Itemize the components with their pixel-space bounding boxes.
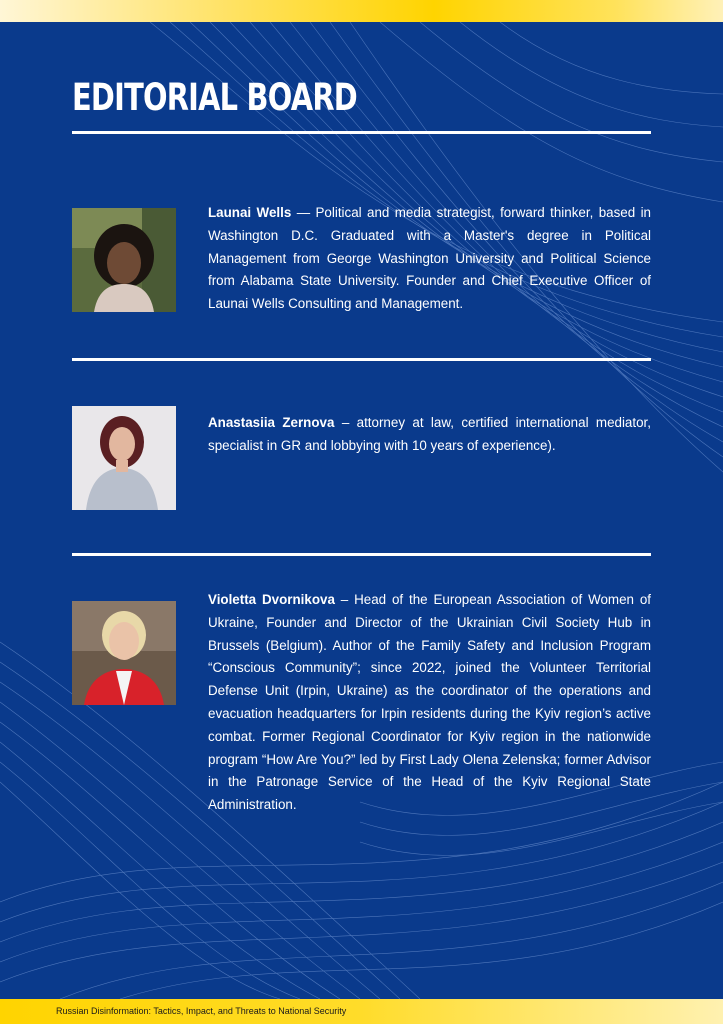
- member-bio-text: – Head of the European Association of Women of Ukraine, Founder and Director of the Ukrainian Civil Society Hub in Brussels (Belgium). Author of the Family Safety and Inclusion Program “Conscious Community”; since 2022, joined the Volunteer Territorial Defense Unit (Irpin, Ukraine) as the coordinator of the operations and evacuation headquarters for Irpin residents during the Kyiv region’s active combat. Former Regional Coordinator for Kyiv region in the nationwide program “How Are You?” led by First Lady Olena Zelenska; former Advisor in the Patronage Service of the Head of the Kyiv Regional State Administration.: [208, 592, 651, 813]
- decorative-wave-lines: [0, 22, 723, 999]
- portrait-violetta-dvornikova: [72, 601, 176, 705]
- member-name: Anastasiia Zernova: [208, 415, 335, 430]
- footer-document-title: Russian Disinformation: Tactics, Impact, and Threats to National Security: [56, 1006, 347, 1016]
- member-bio-text: – attorney at law, certified international mediator, specialist in GR and lobbying with 10 years of experience).: [208, 415, 651, 453]
- section-divider: [72, 553, 651, 556]
- portrait-launai-wells: [72, 208, 176, 312]
- member-name: Launai Wells: [208, 205, 292, 220]
- title-divider: [72, 131, 651, 134]
- section-divider: [72, 358, 651, 361]
- member-name: Violetta Dvornikova: [208, 592, 335, 607]
- bio-violetta-dvornikova: [208, 589, 651, 817]
- portrait-anastasiia-zernova: [72, 406, 176, 510]
- bio-anastasiia-zernova: [208, 412, 651, 458]
- member-bio-text: — Political and media strategist, forward thinker, based in Washington D.C. Graduated with a Master's degree in Political Management from George Washington University and Political Science from Alabama State University. Founder and Chief Executive Officer of Launai Wells Consulting and Management.: [208, 205, 652, 312]
- top-yellow-band: [0, 0, 723, 22]
- page-title: EDITORIAL BOARD: [72, 76, 357, 119]
- bio-launai-wells: [208, 202, 651, 316]
